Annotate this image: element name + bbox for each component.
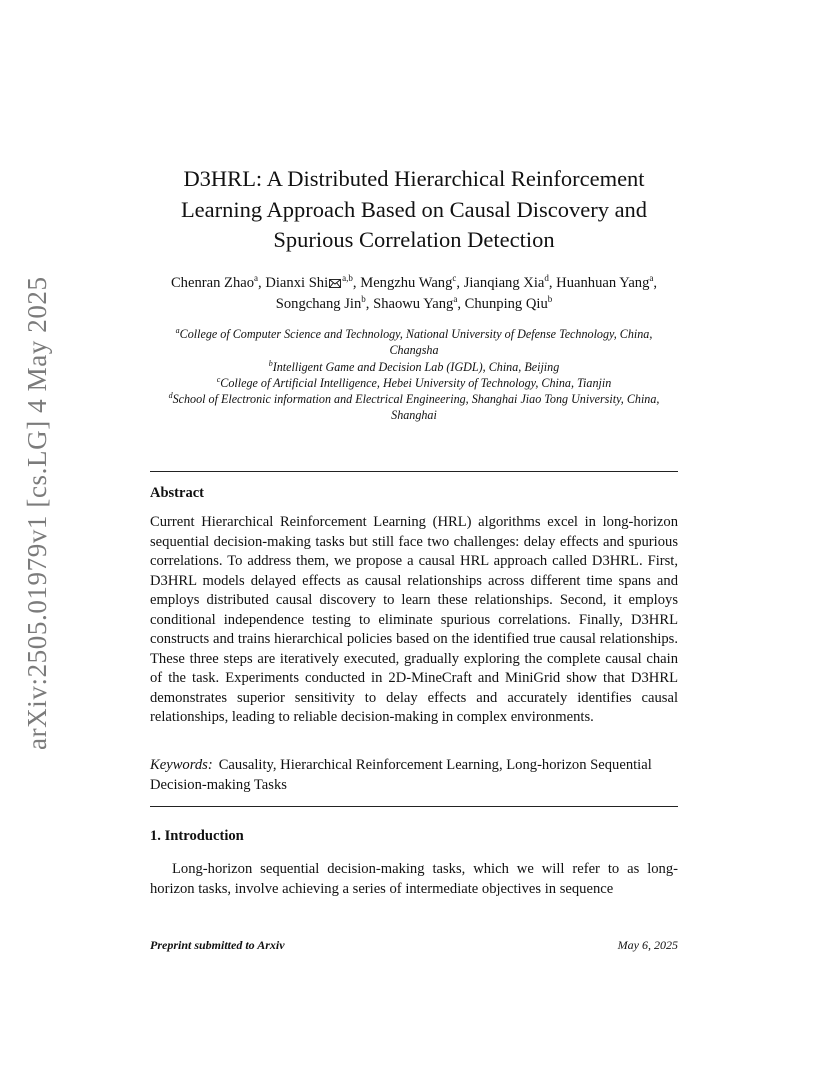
affiliation-mark: d: [168, 391, 173, 401]
keywords-text: Causality, Hierarchical Reinforcement Learning, Long-horizon Sequential Decision-making Tasks: [150, 757, 652, 793]
author-name: Shaowu Yang: [373, 296, 454, 312]
author-name: Dianxi Shi: [265, 275, 329, 291]
bottom-divider: [150, 806, 678, 807]
affiliation-c: [160, 375, 668, 391]
author-separator: ,: [352, 275, 361, 291]
author-separator: ,: [457, 296, 465, 312]
author-affil-mark: a,b: [342, 273, 353, 284]
affiliation-mark: a: [175, 325, 180, 335]
author-separator: ,: [365, 296, 374, 312]
introduction-paragraph: Long-horizon sequential decision-making tasks, which we will refer to as long-horizon tasks, involve achieving a series of intermediate objectives in sequence: [150, 861, 678, 897]
author-separator: ,: [258, 275, 266, 291]
author-name: Chunping Qiu: [464, 296, 548, 312]
footer-preprint-note: Preprint submitted to Arxiv: [150, 938, 285, 952]
author-separator: ,: [653, 275, 658, 291]
affiliation-mark: b: [268, 358, 273, 368]
author-affil-mark: d: [544, 273, 549, 284]
author-name: Huanhuan Yang: [556, 275, 650, 291]
title-line-3: Spurious Correlation Detection: [273, 227, 555, 252]
footer-date: May 6, 2025: [617, 938, 678, 952]
envelope-icon[interactable]: [329, 279, 341, 288]
author-affil-mark: a: [453, 294, 458, 305]
arxiv-identifier: arXiv:2505.01979v1 [cs.LG] 4 May 2025: [22, 276, 52, 750]
affiliation-a: [160, 326, 668, 359]
affiliation-text: College of Artificial Intelligence, Hebei University of Technology, China, Tianjin: [220, 375, 612, 390]
keywords-label: Keywords:: [150, 757, 213, 773]
affiliation-d: [160, 391, 668, 424]
affiliation-text: College of Computer Science and Technology, National University of Defense Technology, China, Changsha: [179, 327, 653, 358]
affiliation-text: School of Electronic information and Electrical Engineering, Shanghai Jiao Tong University, China, Shanghai: [172, 392, 660, 423]
author-affil-mark: a: [254, 273, 259, 284]
affiliations: [160, 326, 668, 424]
author-affil-mark: a: [649, 273, 654, 284]
affiliation-b: [160, 359, 668, 375]
title-line-1: D3HRL: A Distributed Hierarchical Reinforcement: [183, 166, 645, 191]
author-name: Jianqiang Xia: [463, 275, 545, 291]
affiliation-mark: c: [216, 374, 221, 384]
paper-title: [150, 164, 678, 256]
author-separator: ,: [456, 275, 464, 291]
abstract-heading: Abstract: [150, 485, 204, 501]
section-heading-introduction: 1. Introduction: [150, 828, 244, 844]
author-name: Mengzhu Wang: [360, 275, 453, 291]
author-affil-mark: c: [452, 273, 457, 284]
author-affil-mark: b: [361, 294, 366, 305]
abstract-body: Current Hierarchical Reinforcement Learning (HRL) algorithms excel in long-horizon sequential decision-making tasks but still face two challenges: delay effects and spurious correlations. To address them, we propose a causal HRL approach called D3HRL. First, D3HRL models delayed effects as causal relationships across different time spans and employs distributed causal discovery to learn these relationships. Second, it employs conditional independence testing to eliminate spurious correlations. Finally, D3HRL constructs and trains hierarchical policies based on the identified true causal relationships. These three steps are iteratively executed, gradually exploring the complete causal chain of the task. Experiments conducted in 2D-MineCraft and MiniGrid show that D3HRL demonstrates superior sensitivity to delay effects and accurately identifies causal relationships, leading to reliable decision-making in complex environments.: [150, 514, 678, 725]
author-separator: ,: [548, 275, 557, 291]
arxiv-watermark: [22, 276, 54, 750]
title-line-2: Learning Approach Based on Causal Discovery and: [180, 196, 648, 222]
author-name: Chenran Zhao: [170, 275, 255, 291]
affiliation-text: Intelligent Game and Decision Lab (IGDL), China, Beijing: [272, 359, 560, 374]
author-name: Songchang Jin: [275, 296, 362, 312]
author-list: [150, 273, 678, 315]
top-divider: [150, 471, 678, 472]
author-affil-mark: b: [547, 294, 553, 305]
keywords: [150, 756, 678, 795]
